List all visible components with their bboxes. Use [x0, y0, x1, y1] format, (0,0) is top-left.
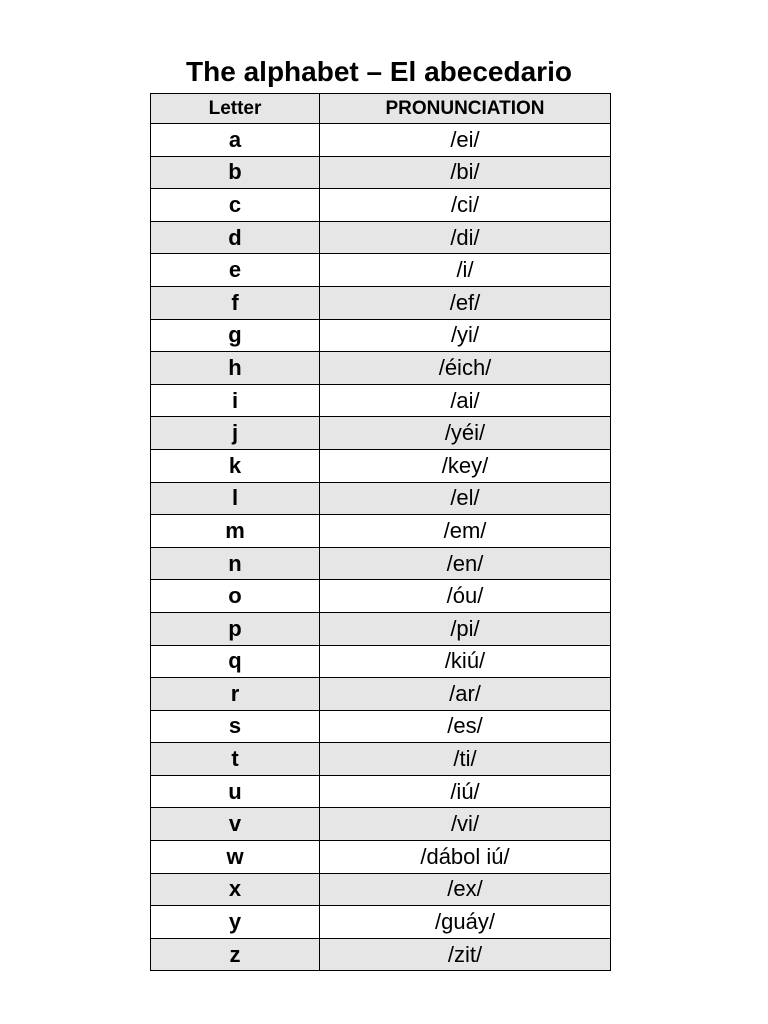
letter-cell: t — [151, 743, 320, 776]
table-row — [151, 384, 611, 417]
letter-cell: r — [151, 678, 320, 711]
pronunciation-cell: /ar/ — [320, 678, 611, 711]
letter-cell: p — [151, 612, 320, 645]
table-row — [151, 580, 611, 613]
pronunciation-cell: /ci/ — [320, 189, 611, 222]
pronunciation-cell: /zit/ — [320, 938, 611, 971]
table-row — [151, 352, 611, 385]
table-row — [151, 547, 611, 580]
letter-cell: h — [151, 352, 320, 385]
table-row — [151, 645, 611, 678]
letter-cell: k — [151, 449, 320, 482]
letter-cell: b — [151, 156, 320, 189]
table-row — [151, 286, 611, 319]
table-row — [151, 124, 611, 157]
pronunciation-cell: /es/ — [320, 710, 611, 743]
table-row — [151, 221, 611, 254]
table-row — [151, 449, 611, 482]
pronunciation-cell: /bi/ — [320, 156, 611, 189]
letter-cell: f — [151, 286, 320, 319]
table-row — [151, 417, 611, 450]
pronunciation-cell: /dábol iú/ — [320, 841, 611, 874]
table-row — [151, 938, 611, 971]
table-row — [151, 156, 611, 189]
pronunciation-cell: /ai/ — [320, 384, 611, 417]
pronunciation-cell: /ti/ — [320, 743, 611, 776]
letter-cell: e — [151, 254, 320, 287]
letter-cell: i — [151, 384, 320, 417]
letter-cell: u — [151, 775, 320, 808]
letter-cell: d — [151, 221, 320, 254]
table-row — [151, 189, 611, 222]
table-row — [151, 841, 611, 874]
pronunciation-cell: /i/ — [320, 254, 611, 287]
pronunciation-cell: /en/ — [320, 547, 611, 580]
pronunciation-cell: /ei/ — [320, 124, 611, 157]
pronunciation-cell: /vi/ — [320, 808, 611, 841]
letter-cell: z — [151, 938, 320, 971]
pronunciation-cell: /óu/ — [320, 580, 611, 613]
letter-cell: v — [151, 808, 320, 841]
pronunciation-cell: /key/ — [320, 449, 611, 482]
table-row — [151, 710, 611, 743]
page-title: The alphabet – El abecedario — [186, 56, 572, 87]
table-row — [151, 743, 611, 776]
letter-cell: x — [151, 873, 320, 906]
pronunciation-cell: /yéi/ — [320, 417, 611, 450]
letter-cell: j — [151, 417, 320, 450]
letter-column-header: Letter — [151, 94, 320, 124]
pronunciation-cell: /ef/ — [320, 286, 611, 319]
table-header-row — [151, 94, 611, 124]
pronunciation-cell: /guáy/ — [320, 906, 611, 939]
pronunciation-column-header: PRONUNCIATION — [320, 94, 611, 124]
letter-cell: w — [151, 841, 320, 874]
letter-cell: q — [151, 645, 320, 678]
letter-cell: g — [151, 319, 320, 352]
alphabet-table — [150, 93, 611, 971]
table-row — [151, 906, 611, 939]
letter-cell: l — [151, 482, 320, 515]
letter-cell: c — [151, 189, 320, 222]
table-row — [151, 873, 611, 906]
pronunciation-cell: /éich/ — [320, 352, 611, 385]
pronunciation-cell: /yi/ — [320, 319, 611, 352]
letter-cell: a — [151, 124, 320, 157]
letter-cell: m — [151, 515, 320, 548]
letter-cell: y — [151, 906, 320, 939]
table-row — [151, 254, 611, 287]
pronunciation-cell: /ex/ — [320, 873, 611, 906]
table-body — [151, 124, 611, 971]
letter-cell: o — [151, 580, 320, 613]
table-row — [151, 482, 611, 515]
table-row — [151, 678, 611, 711]
pronunciation-cell: /el/ — [320, 482, 611, 515]
table-row — [151, 775, 611, 808]
pronunciation-cell: /pi/ — [320, 612, 611, 645]
pronunciation-cell: /kiú/ — [320, 645, 611, 678]
table-row — [151, 319, 611, 352]
table-row — [151, 808, 611, 841]
table-row — [151, 515, 611, 548]
pronunciation-cell: /em/ — [320, 515, 611, 548]
letter-cell: n — [151, 547, 320, 580]
table-row — [151, 612, 611, 645]
letter-cell: s — [151, 710, 320, 743]
pronunciation-cell: /iú/ — [320, 775, 611, 808]
pronunciation-cell: /di/ — [320, 221, 611, 254]
